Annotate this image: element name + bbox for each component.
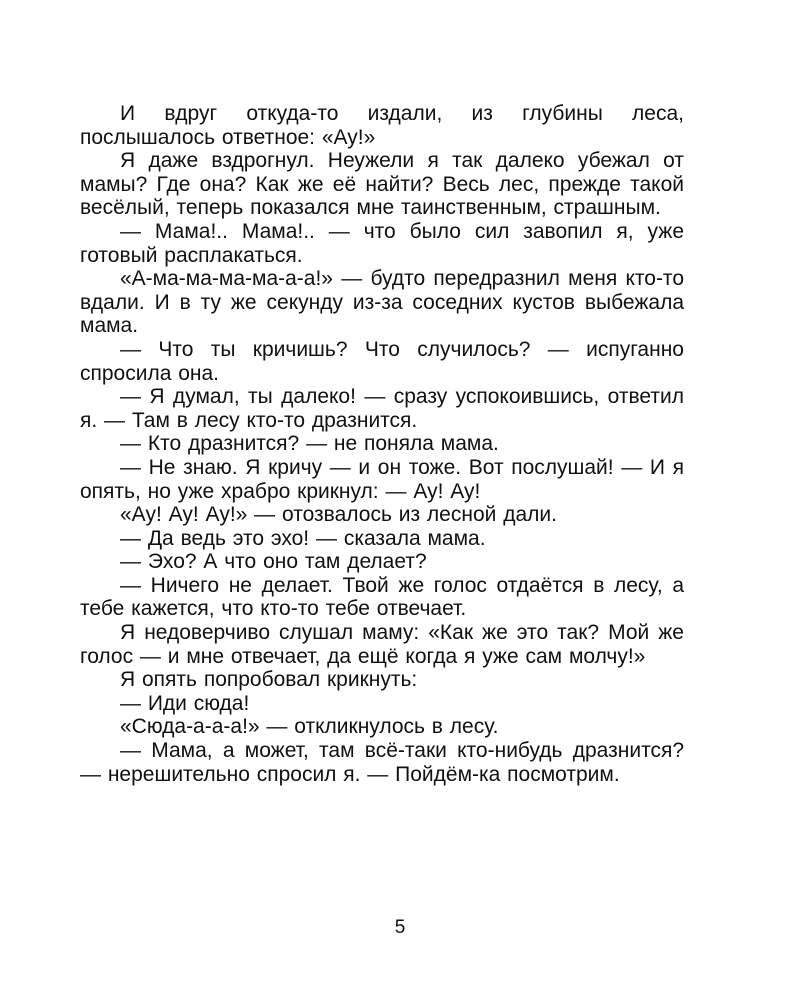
paragraph: — Не знаю. Я кричу — и он тоже. Вот послушай! — И я опять, но уже храбро крикнул: — Ау! Ау!: [80, 455, 684, 503]
paragraph: — Ничего не делает. Твой же голос отдаётся в лесу, а тебе кажется, что кто-то тебе отвечает.: [80, 573, 684, 621]
paragraph: — Я думал, ты далеко! — сразу успокоившись, ответил я. — Там в лесу кто-то дразнится.: [80, 385, 684, 432]
paragraph: — Мама, а может, там всё-таки кто-нибудь дразнится? — нерешительно спросил я. — Пойдём-ка посмотрим.: [80, 739, 684, 786]
page-text-block: [80, 102, 684, 786]
paragraph: «Ау! Ау! Ау!» — отозвалось из лесной дали.: [120, 503, 557, 527]
paragraph: — Что ты кричишь? Что случилось? — испуганно спросила она.: [80, 337, 684, 385]
paragraph: «Сюда-а-а-а!» — откликнулось в лесу.: [120, 715, 499, 739]
paragraph: Я недоверчиво слушал маму: «Как же это так? Мой же голос — и мне отвечает, да ещё когда я уже сам молчу!»: [80, 621, 684, 668]
paragraph: «А-ма-ма-ма-ма-а-а!» — будто передразнил меня кто-то вдали. И в ту же секунду из-за соседних кустов выбежала мама.: [80, 267, 684, 338]
paragraph: — Мама!.. Мама!.. — что было сил завопил я, уже готовый расплакаться.: [80, 219, 684, 267]
paragraph: — Кто дразнится? — не поняла мама.: [120, 432, 499, 456]
paragraph: Я опять попробовал крикнуть:: [120, 668, 418, 692]
page-number: 5: [394, 917, 406, 938]
paragraph: И вдруг откуда-то издали, из глубины леса, послышалось ответное: «Ау!»: [80, 102, 684, 149]
paragraph: — Да ведь это эхо! — сказала мама.: [120, 526, 486, 550]
paragraph: — Иди сюда!: [120, 691, 250, 715]
paragraph: — Эхо? А что оно там делает?: [120, 550, 427, 574]
paragraph: Я даже вздрогнул. Неужели я так далеко убежал от мамы? Где она? Как же её найти? Весь лес, прежде такой весёлый, теперь показался мне таинственным, страшным.: [80, 149, 684, 220]
